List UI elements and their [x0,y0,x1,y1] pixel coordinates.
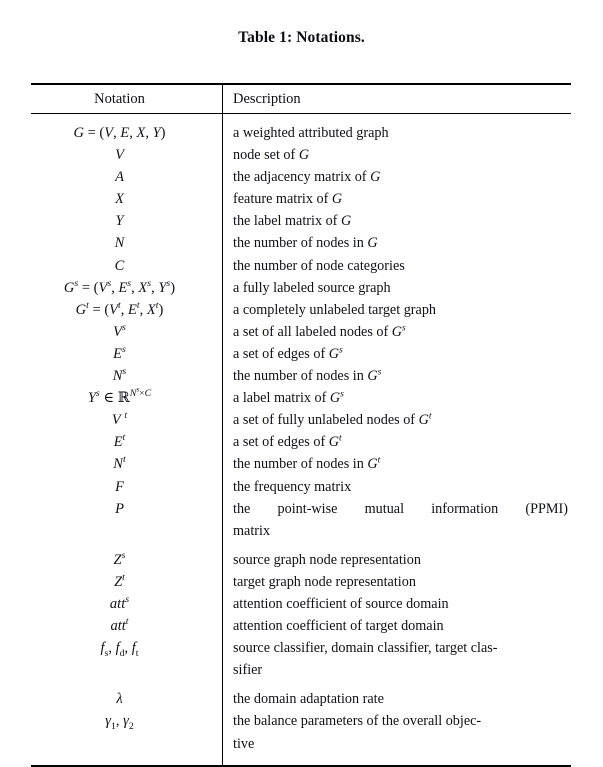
table-header-row [31,85,571,113]
notation-cell: $V^s$ [113,322,126,340]
table-row [31,637,571,681]
notation-cell: $f_s$, $f_d$, $f_t$ [100,640,139,660]
notation-cell: $G^s = (V^s$, $E^s$, $X^s$, $Y^s$) [63,277,176,296]
notation-cell: att$^s$ [109,594,130,612]
description-line-2: matrix [233,522,271,539]
description-cell: a completely unlabeled target graph [233,301,437,318]
notation-cell: C [114,257,125,274]
table-row [31,615,571,637]
description-line-2: tive [233,735,255,752]
table-row [31,232,571,254]
description-cell: the number of node categories [233,257,405,274]
table-row [31,409,571,431]
ppmi-word: the [233,500,251,517]
table-row [31,299,571,321]
notation-cell: $Z^s$ [113,549,126,568]
notation-cell: $N^s$ [112,366,127,385]
notations-table [31,83,571,767]
notation-cell: $Z^t$ [114,572,125,590]
notation-cell: X [115,191,124,208]
description-cell: the number of nodes in $G^s$ [233,366,382,385]
table-rows [31,114,571,765]
notation-cell: att$^t$ [110,616,129,635]
table-row [31,188,571,210]
notation-cell: $G^t = (V^t$, $E^t$, $X^t$) [75,299,164,318]
table-row [31,122,571,144]
notation-cell: $\gamma_1$, $\gamma_2$ [105,713,134,733]
description-cell [222,498,571,542]
notation-cell: N [114,235,125,252]
description-cell: the number of nodes in $G^t$ [233,454,381,473]
description-cell: the frequency matrix [233,478,352,495]
table-caption: Table 1: Notations. [238,29,365,46]
notation-cell: $Y^s$ ∈ ℝ$^{N^s\times C}$ [87,387,152,407]
description-line-1: source classifier, domain classifier, target clas- [233,640,498,657]
table-row [31,431,571,453]
description-cell: node set of G [233,147,310,164]
header-notation: Notation [94,91,145,107]
description-cell: a set of edges of $G^t$ [233,432,342,451]
table-row [31,277,571,299]
description-cell: a weighted attributed graph [233,125,389,141]
description-cell: feature matrix of G [233,191,343,208]
header-description: Description [233,91,301,107]
description-cell: the number of nodes in G [233,235,378,252]
row-spacer [31,681,571,688]
notation-cell: $N^t$ [113,454,126,473]
table-row [31,710,571,754]
notation-cell: P [115,500,124,517]
notation-cell: A [115,169,124,186]
description-line-1 [233,498,568,520]
ppmi-word: point-wise [277,500,338,517]
description-cell: source graph node representation [233,551,421,568]
table-row [31,166,571,188]
description-cell: the domain adaptation rate [233,691,384,708]
row-spacer [31,542,571,549]
table-row [31,365,571,387]
ppmi-word: information [431,500,499,517]
description-cell: attention coefficient of target domain [233,618,444,635]
description-cell: a set of all labeled nodes of $G^s$ [233,322,406,340]
description-line-2: sifier [233,662,263,679]
column-divider [222,85,223,765]
notation-cell: $E^t$ [113,432,126,451]
table-row [31,549,571,571]
table-row [31,387,571,409]
table-row [31,498,571,542]
description-cell: target graph node representation [233,573,416,590]
description-cell: the adjacency matrix of G [233,169,381,186]
description-cell: a label matrix of $G^s$ [233,388,344,407]
description-line-1: the balance parameters of the overall objec- [233,713,482,730]
table-row [31,321,571,343]
table-body-container [31,85,571,765]
table-row [31,343,571,365]
table-row [31,593,571,615]
description-cell [222,637,571,681]
description-cell: a fully labeled source graph [233,279,391,296]
notation-cell: G = (V, E, X, Y) [73,125,166,141]
notation-cell: $E^s$ [113,344,126,362]
notation-cell: V [115,147,124,164]
table-bottom-rule [31,765,571,767]
notation-cell: Y [115,213,124,230]
table-row [31,476,571,498]
table-row [31,453,571,475]
ppmi-word: (PPMI) [525,500,568,517]
description-cell: a set of fully unlabeled nodes of $G^t$ [233,410,432,429]
ppmi-word: mutual [364,500,405,517]
notation-cell: λ [116,691,123,708]
description-cell [222,710,571,754]
description-cell: a set of edges of $G^s$ [233,344,343,362]
table-row [31,571,571,593]
description-cell: the label matrix of G [233,213,352,230]
table-row [31,144,571,166]
table-row [31,210,571,232]
table-row [31,255,571,277]
description-cell: attention coefficient of source domain [233,595,449,612]
table-row [31,688,571,710]
notation-cell: F [115,478,124,495]
notation-cell: V $^t$ [111,410,128,429]
